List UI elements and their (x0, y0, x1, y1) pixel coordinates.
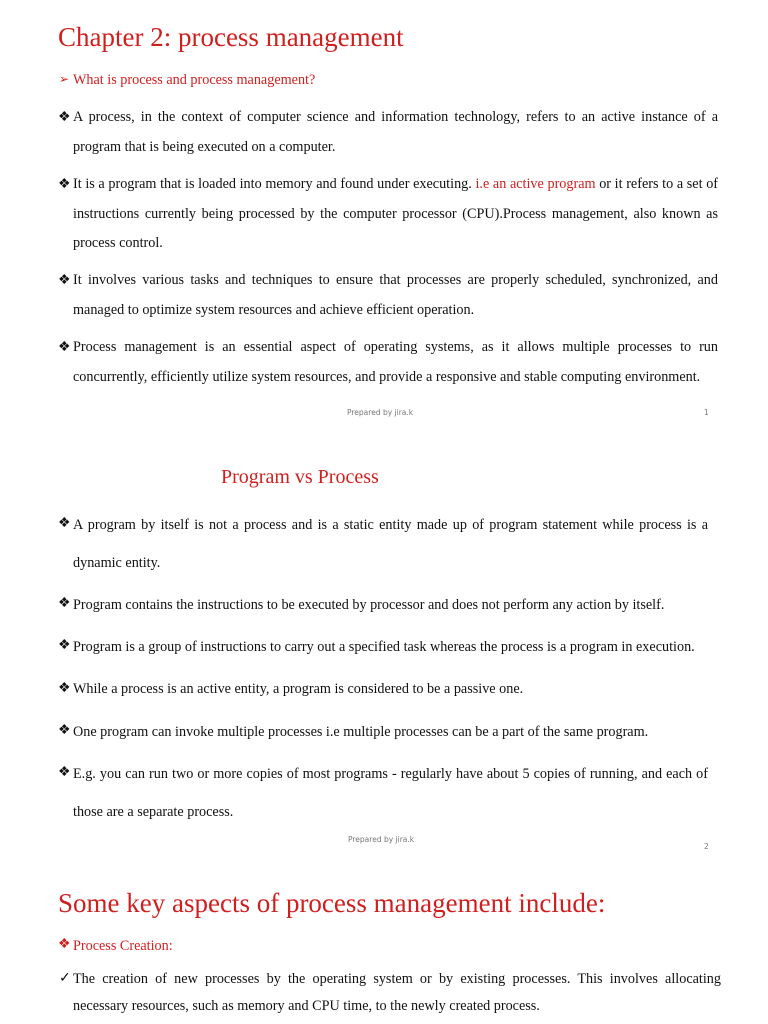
diamond-bullet-icon: ❖ (58, 596, 71, 611)
paragraph-loaded-into-memory (73, 170, 718, 259)
page-footer: Prepared by jira.k (347, 408, 414, 417)
diamond-bullet-icon: ❖ (58, 516, 71, 531)
bullet-group-of-instructions: Program is a group of instructions to carry out a specified task whereas the process is a program in execution. (73, 639, 695, 655)
arrow-bullet-icon: ➢ (59, 72, 70, 86)
text-segment: It is a program that is loaded into memory and found under executing. (73, 176, 476, 192)
subheading-process-creation: Process Creation: (73, 938, 173, 954)
diamond-bullet-icon: ❖ (58, 638, 71, 653)
highlight-active-program: i.e an active program (475, 176, 596, 192)
diamond-bullet-icon: ❖ (58, 723, 71, 738)
page-number: 2 (704, 842, 709, 851)
diamond-bullet-icon: ❖ (58, 110, 71, 125)
diamond-bullet-icon: ❖ (58, 681, 71, 696)
subheading-what-is-process: What is process and process management? (73, 72, 316, 88)
section-title-key-aspects: Some key aspects of process management include: (58, 888, 606, 918)
paragraph-process-definition: A process, in the context of computer science and information technology, refers to an active instance of a program that is being executed on a computer. (73, 109, 718, 155)
diamond-bullet-icon: ❖ (58, 177, 71, 192)
paragraph-essential-aspect: Process management is an essential aspect of operating systems, as it allows multiple processes to run concurrently, efficiently utilize system resources, and provide a responsive and stable computing environment. (73, 339, 718, 385)
paragraph-various-tasks: It involves various tasks and techniques to ensure that processes are properly scheduled, synchronized, and managed to optimize system resources and achieve efficient operation. (73, 272, 718, 318)
page-number: 1 (704, 408, 709, 417)
diamond-bullet-icon: ❖ (58, 340, 71, 355)
diamond-bullet-icon: ❖ (58, 937, 71, 952)
bullet-multiple-processes: One program can invoke multiple processes i.e multiple processes can be a part of the same program. (73, 724, 649, 740)
paragraph-creation-of-processes: The creation of new processes by the operating system or by existing processes. This involves allocating necessary resources, such as memory and CPU time, to the newly created process. (73, 971, 721, 1014)
diamond-bullet-icon: ❖ (58, 765, 71, 780)
text-segment: or it refers to a set of instructions currently being processed by the computer processor (CPU).Process management, also known as process control. (73, 176, 719, 251)
section-title-program-vs-process: Program vs Process (221, 466, 379, 488)
chapter-title: Chapter 2: process management (58, 22, 404, 52)
bullet-example-copies: E.g. you can run two or more copies of most programs - regularly have about 5 copies of running, and each of those are a separate process. (73, 766, 708, 820)
diamond-bullet-icon: ❖ (58, 273, 71, 288)
bullet-active-vs-passive: While a process is an active entity, a program is considered to be a passive one. (73, 681, 524, 697)
checkmark-icon: ✓ (59, 971, 71, 986)
bullet-static-entity: A program by itself is not a process and is a static entity made up of program statement while process is a dynamic entity. (73, 517, 708, 571)
bullet-program-contains: Program contains the instructions to be executed by processor and does not perform any action by itself. (73, 597, 665, 613)
page-footer: Prepared by jira.k (348, 835, 415, 844)
